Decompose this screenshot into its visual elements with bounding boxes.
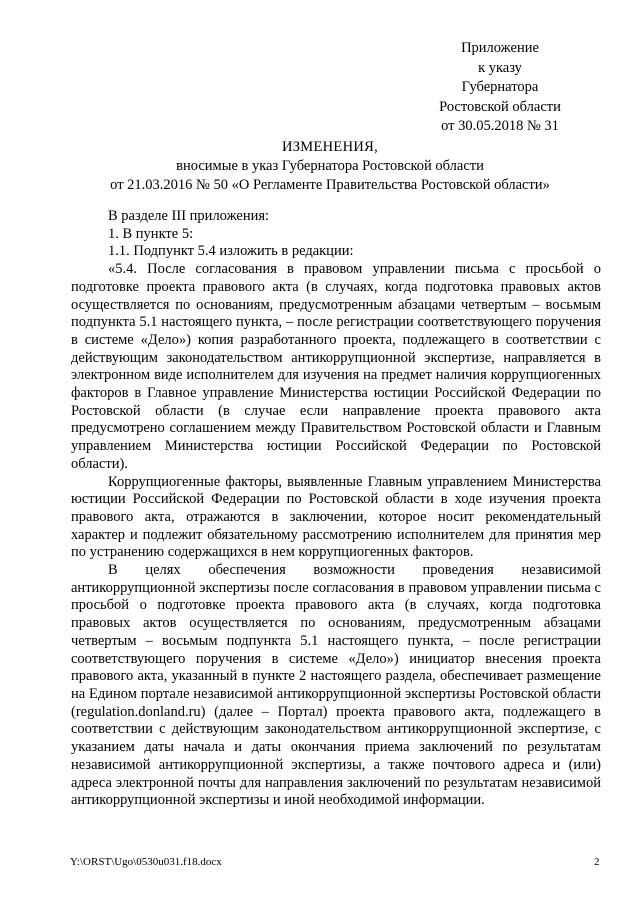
paragraph: 1.1. Подпункт 5.4 изложить в редакции: [108,243,354,260]
document-title: ИЗМЕНЕНИЯ, [281,139,379,155]
document-subtitle: от 21.03.2016 № 50 «О Регламенте Правительства Ростовской области» [110,177,550,193]
document-subtitle: вносимые в указ Губернатора Ростовской области [176,158,484,174]
footer-file-path: Y:\ORST\Ugo\0530u031.f18.docx [70,856,222,868]
page-number: 2 [594,856,600,868]
paragraph: Коррупциогенные факторы, выявленные Главным управлением Министерства юстиции Российской Федерации по Ростовской области в ходе изучения проекта правового акта, отражаются в заключении, которое носит рекомендательный характер и подлежит обязательному рассмотрению исполнителем для принятия мер по устранению содержащихся в нем коррупциогенных факторов. [71,473,601,561]
appendix-line: Приложение [461,40,539,56]
appendix-line: к указу [478,59,522,76]
document-body [71,208,601,810]
paragraph: «5.4. После согласования в правовом управлении письма с просьбой о подготовке проекта правового акта (в случаях, когда подготовка правовых актов осуществляется по основаниям, предусмотренным абзацами четвертым – восьмым подпункта 5.1 настоящего пункта, – после регистрации соответствующего поручения в системе «Дело») копия разработанного проекта, подлежащего в соответствии с действующим законодательством антикоррупционной экспертизе, направляется в электронном виде исполнителем для изучения на предмет наличия коррупциогенных факторов в Главное управление Министерства юстиции Российской Федерации по Ростовской области (в случае если направление проекта правового акта предусмотрено соглашением между Правительством Ростовской области и Главным управлением Министерства юстиции Российской Федерации по Ростовской области). [71,261,601,472]
appendix-line: от 30.05.2018 № 31 [441,118,559,134]
appendix-line: Губернатора [461,79,539,95]
paragraph: В целях обеспечения возможности проведения независимой антикоррупционной экспертизы после согласования в правовом управлении письма с просьбой о подготовке проекта правового акта (в случаях, когда подготовка правовых актов осуществляется по основаниям, предусмотренным абзацами четвертым – восьмым подпункта 5.1 настоящего пункта, – после регистрации соответствующего поручения в системе «Дело») инициатор внесения проекта правового акта, указанный в пункте 2 настоящего раздела, обеспечивает размещение на Едином портале независимой антикоррупционной экспертизы Ростовской области (regulation.donland.ru) (далее – Портал) проекта правового акта, подлежащего в соответствии с действующим законодательством антикоррупционной экспертизе, с указанием даты начала и даты окончания приема заключений по результатам независимой антикоррупционной экспертизы, а также почтового адреса и (или) адреса электронной почты для направления заключений по результатам независимой антикоррупционной экспертизы и иной необходимой информации. [71,562,601,809]
paragraph: В разделе III приложения: [108,208,270,224]
appendix-block [380,39,620,137]
paragraph: 1. В пункте 5: [108,225,194,242]
appendix-line: Ростовской области [439,98,561,115]
document-heading [60,138,600,195]
